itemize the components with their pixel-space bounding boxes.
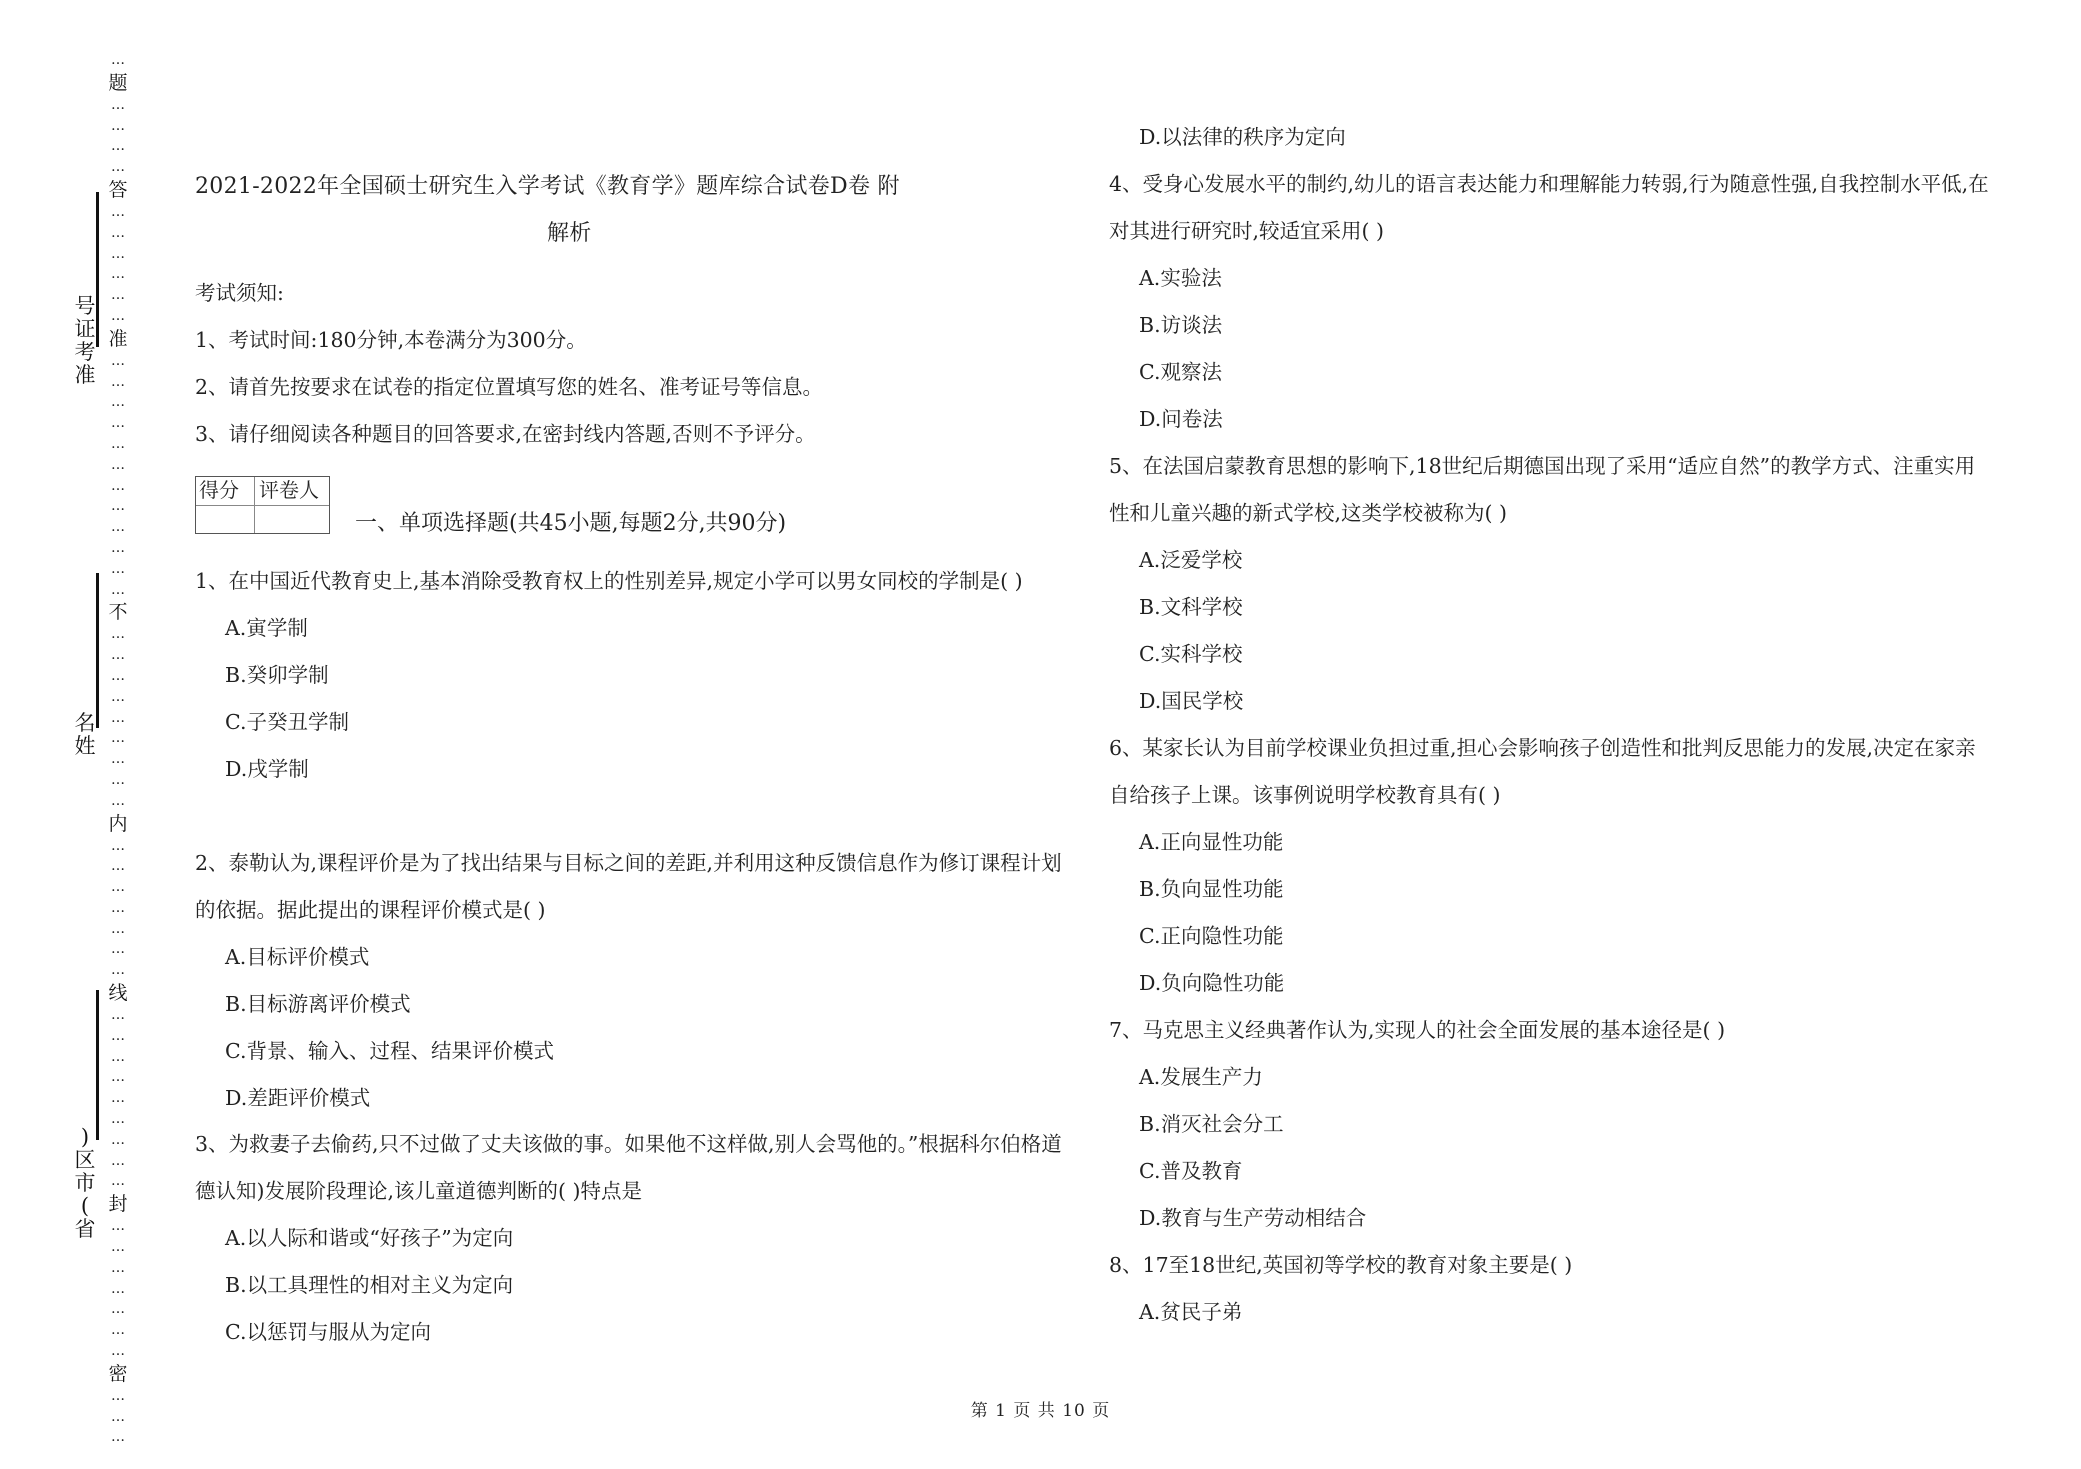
option[interactable]: B.负向显性功能	[1139, 877, 1284, 901]
exam-title-line2: 解析	[547, 221, 592, 246]
question-text: 2、泰勒认为,课程评价是为了找出结果与目标之间的差距,并利用这种反馈信息作为修订课程计划的依据。据此提出的课程评价模式是( )	[195, 851, 1062, 922]
option[interactable]: D.负向隐性功能	[1139, 971, 1285, 995]
binding-label-char: 号	[74, 294, 96, 318]
option[interactable]: A.贫民子弟	[1139, 1300, 1243, 1324]
option[interactable]: A.正向显性功能	[1139, 830, 1284, 854]
seal-dot: …	[111, 1218, 125, 1235]
seal-dot: …	[111, 539, 125, 556]
binding-label-char: 姓	[74, 734, 96, 758]
option[interactable]: A.目标评价模式	[225, 945, 370, 969]
seal-char: 准	[108, 327, 128, 350]
seal-dot: …	[111, 560, 125, 577]
seal-dot: …	[111, 224, 125, 241]
name-label	[74, 712, 96, 758]
option[interactable]: A.实验法	[1139, 266, 1222, 290]
seal-dot: …	[111, 352, 125, 369]
seal-char: 答	[108, 178, 128, 201]
binding-margin	[0, 0, 150, 1446]
seal-dot: …	[111, 941, 125, 958]
seal-dot: …	[111, 266, 125, 283]
seal-dot: …	[111, 667, 125, 684]
notice-heading: 考试须知:	[195, 281, 284, 305]
question-5	[1109, 443, 1989, 725]
notice-item: 1、考试时间:180分钟,本卷满分为300分。	[195, 328, 587, 352]
seal-dot: …	[111, 1322, 125, 1339]
seal-dot: …	[111, 792, 125, 809]
seal-dot: …	[111, 1429, 125, 1446]
seal-dot: …	[111, 688, 125, 705]
exam-notice	[195, 270, 823, 458]
binding-bar-2	[96, 573, 99, 728]
question-text: 1、在中国近代教育史上,基本消除受教育权上的性别差异,规定小学可以男女同校的学制是( )	[195, 569, 1023, 593]
question-text: 5、在法国启蒙教育思想的影响下,18世纪后期德国出现了采用“适应自然”的教学方式、注重实用性和儿童兴趣的新式学校,这类学校被称为( )	[1109, 454, 1976, 525]
seal-dot: …	[111, 879, 125, 896]
question-3	[195, 1121, 1075, 1356]
seal-char: 不	[108, 601, 128, 624]
option[interactable]: D.以法律的秩序为定向	[1139, 125, 1346, 149]
seal-dot: …	[111, 709, 125, 726]
seal-dot: …	[111, 1007, 125, 1024]
option[interactable]: C.背景、输入、过程、结果评价模式	[225, 1039, 554, 1063]
binding-label-char: 市	[74, 1171, 96, 1195]
seal-dot: …	[111, 96, 125, 113]
seal-dot: …	[111, 1131, 125, 1148]
seal-dot: …	[111, 771, 125, 788]
seal-dot: …	[111, 837, 125, 854]
page-footer: 第 1 页 共 10 页	[970, 1401, 1111, 1421]
seal-dot: …	[111, 1069, 125, 1086]
seal-dot: …	[111, 751, 125, 768]
option[interactable]: B.目标游离评价模式	[225, 992, 411, 1016]
question-text: 3、为救妻子去偷药,只不过做了丈夫该做的事。如果他不这样做,别人会骂他的。”根据科尔伯格道德认知)发展阶段理论,该儿童道德判断的( )特点是	[195, 1132, 1062, 1203]
seal-dot: …	[111, 138, 125, 155]
option[interactable]: D.国民学校	[1139, 689, 1244, 713]
binding-label-char: (	[80, 1194, 90, 1218]
seal-dot: …	[111, 647, 125, 664]
option[interactable]: C.观察法	[1139, 360, 1222, 384]
option[interactable]: B.访谈法	[1139, 313, 1223, 337]
seal-dot: …	[111, 1048, 125, 1065]
seal-dot: …	[111, 1280, 125, 1297]
seal-char: 题	[108, 71, 128, 94]
option[interactable]: C.普及教育	[1139, 1159, 1243, 1183]
question-8	[1109, 1242, 1989, 1336]
seal-dot: …	[111, 920, 125, 937]
option[interactable]: C.正向隐性功能	[1139, 924, 1284, 948]
seal-dot: …	[111, 1027, 125, 1044]
question-3-continued	[1109, 114, 1989, 161]
seal-dot: …	[111, 394, 125, 411]
seal-dot: …	[111, 858, 125, 875]
option[interactable]: A.发展生产力	[1139, 1065, 1263, 1089]
seal-char: 密	[108, 1362, 128, 1385]
region-label	[74, 1126, 96, 1241]
seal-dot: …	[111, 435, 125, 452]
question-text: 4、受身心发展水平的制约,幼儿的语言表达能力和理解能力转弱,行为随意性强,自我控制水平低,在对其进行研究时,较适宜采用( )	[1109, 172, 1989, 243]
question-text: 8、17至18世纪,英国初等学校的教育对象主要是( )	[1109, 1253, 1573, 1277]
option[interactable]: B.以工具理性的相对主义为定向	[225, 1273, 514, 1297]
seal-dot: …	[111, 1343, 125, 1360]
option[interactable]: C.子癸丑学制	[225, 710, 349, 734]
seal-dot: …	[111, 1152, 125, 1169]
seal-dot: …	[111, 1239, 125, 1256]
notice-item: 2、请首先按要求在试卷的指定位置填写您的姓名、准考证号等信息。	[195, 375, 824, 399]
seal-dot: …	[111, 1387, 125, 1404]
seal-line-dots	[106, 50, 130, 1448]
seal-dot: …	[111, 245, 125, 262]
binding-label-char: 考	[74, 340, 96, 364]
seal-dot: …	[111, 287, 125, 304]
seal-dot: …	[111, 1090, 125, 1107]
exam-title	[195, 163, 1065, 257]
binding-bar-1	[96, 192, 99, 347]
seal-dot: …	[111, 1173, 125, 1190]
score-box	[195, 476, 330, 534]
seal-dot: …	[111, 415, 125, 432]
seal-dot: …	[111, 373, 125, 390]
grader-label: 评卷人	[259, 478, 319, 502]
question-7	[1109, 1007, 1989, 1242]
binding-label-char: 名	[74, 711, 96, 735]
seal-dot: …	[111, 1111, 125, 1128]
question-4	[1109, 161, 1989, 443]
option[interactable]: D.差距评价模式	[225, 1086, 371, 1110]
option[interactable]: B.消灭社会分工	[1139, 1112, 1284, 1136]
score-box-divider	[196, 505, 329, 506]
seal-dot: …	[111, 203, 125, 220]
seal-dot: …	[111, 159, 125, 176]
binding-label-char: 省	[74, 1217, 96, 1241]
seal-dot: …	[111, 1408, 125, 1425]
option[interactable]: C.以惩罚与服从为定向	[225, 1320, 431, 1344]
seal-dot: …	[111, 498, 125, 515]
seal-dot: …	[111, 730, 125, 747]
binding-label-char: 区	[74, 1148, 96, 1172]
question-text: 7、马克思主义经典著作认为,实现人的社会全面发展的基本途径是( )	[1109, 1018, 1726, 1042]
seal-char: 封	[108, 1193, 128, 1216]
question-1	[195, 558, 1075, 793]
seal-dot: …	[111, 962, 125, 979]
seal-dot: …	[111, 52, 125, 68]
option[interactable]: D.问卷法	[1139, 407, 1223, 431]
seal-dot: …	[111, 581, 125, 598]
section-title: 一、单项选择题(共45小题,每题2分,共90分)	[355, 511, 787, 536]
option[interactable]: B.文科学校	[1139, 595, 1243, 619]
option[interactable]: D.教育与生产劳动相结合	[1139, 1206, 1367, 1230]
option[interactable]: D.戌学制	[225, 757, 309, 781]
option[interactable]: A.以人际和谐或“好孩子”为定向	[225, 1226, 514, 1250]
option[interactable]: B.癸卯学制	[225, 663, 329, 687]
seal-char: 内	[108, 812, 128, 835]
option[interactable]: C.实科学校	[1139, 642, 1243, 666]
binding-label-char: 准	[74, 363, 96, 387]
exam-title-line1: 2021-2022年全国硕士研究生入学考试《教育学》题库综合试卷D卷 附	[195, 174, 900, 199]
question-6	[1109, 725, 1989, 1007]
seal-dot: …	[111, 477, 125, 494]
seal-dot: …	[111, 117, 125, 134]
seal-dot: …	[111, 307, 125, 324]
exam-id-label	[74, 295, 96, 387]
option[interactable]: A.泛爱学校	[1139, 548, 1243, 572]
score-label: 得分	[199, 478, 239, 502]
seal-char: 线	[108, 982, 128, 1005]
binding-bar-3	[96, 990, 99, 1140]
question-text: 6、某家长认为目前学校课业负担过重,担心会影响孩子创造性和批判反思能力的发展,决定在家亲自给孩子上课。该事例说明学校教育具有( )	[1109, 736, 1976, 807]
question-2	[195, 840, 1075, 1122]
seal-dot: …	[111, 456, 125, 473]
binding-label-char: )	[80, 1125, 90, 1149]
seal-dot: …	[111, 1259, 125, 1276]
seal-dot: …	[111, 1301, 125, 1318]
notice-item: 3、请仔细阅读各种题目的回答要求,在密封线内答题,否则不予评分。	[195, 422, 816, 446]
seal-dot: …	[111, 899, 125, 916]
seal-dot: …	[111, 519, 125, 536]
option[interactable]: A.寅学制	[225, 616, 308, 640]
seal-dot: …	[111, 626, 125, 643]
binding-label-char: 证	[74, 317, 96, 341]
